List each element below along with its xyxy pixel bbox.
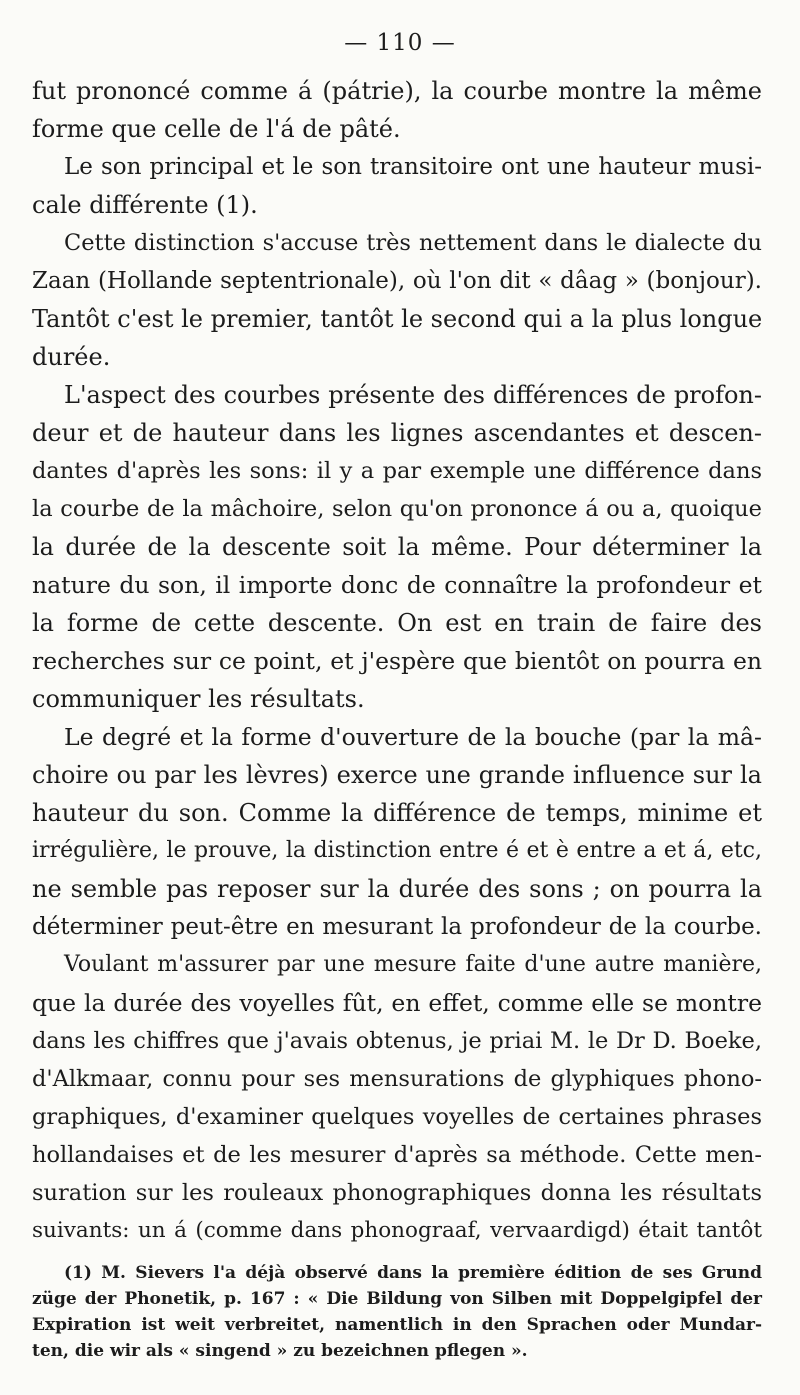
- text-line: que la durée des voyelles fût, en effet, comme elle se montre: [32, 989, 762, 1017]
- text-line: hollandaises et de les mesurer d'après sa méthode. Cette men-: [32, 1142, 762, 1168]
- text-line: L'aspect des courbes présente des différences de profon-: [64, 381, 762, 409]
- footnote-line: Expiration ist weit verbreitet, namentlich in den Sprachen oder Mundar-: [32, 1315, 762, 1335]
- text-line: recherches sur ce point, et j'espère que bientôt on pourra en: [32, 647, 762, 675]
- text-line: Zaan (Hollande septentrionale), où l'on dit « dâag » (bonjour).: [32, 268, 762, 294]
- text-line: graphiques, d'examiner quelques voyelles de certaines phrases: [32, 1104, 762, 1130]
- text-line: d'Alkmaar, connu pour ses mensurations de glyphiques phono-: [32, 1066, 762, 1092]
- text-line: durée.: [32, 343, 111, 371]
- text-line: cale différente (1).: [32, 191, 258, 219]
- text-line: suration sur les rouleaux phonographiques donna les résultats: [32, 1180, 762, 1206]
- text-line: Cette distinction s'accuse très nettement dans le dialecte du: [64, 230, 762, 256]
- text-line: Voulant m'assurer par une mesure faite d'une autre manière,: [64, 952, 762, 977]
- text-line: irrégulière, le prouve, la distinction entre é et è entre a et á, etc,: [32, 838, 762, 863]
- text-line: déterminer peut-être en mesurant la profondeur de la courbe.: [32, 914, 762, 940]
- text-line: dans les chiffres que j'avais obtenus, je priai M. le Dr D. Boeke,: [32, 1028, 762, 1054]
- text-line: forme que celle de l'á de pâté.: [32, 115, 401, 143]
- text-line: la forme de cette descente. On est en train de faire des: [32, 609, 762, 637]
- text-line: suivants: un á (comme dans phonograaf, vervaardigd) était tantôt: [32, 1218, 762, 1243]
- text-line: dantes d'après les sons: il y a par exemple une différence dans: [32, 458, 762, 484]
- text-line: Le degré et la forme d'ouverture de la bouche (par la mâ-: [64, 723, 762, 751]
- footnote-line: (1) M. Sievers l'a déjà observé dans la première édition de ses Grund: [64, 1263, 762, 1283]
- text-line: ne semble pas reposer sur la durée des sons ; on pourra la: [32, 875, 762, 903]
- text-line: la durée de la descente soit la même. Pour déterminer la: [32, 533, 762, 561]
- text-line: nature du son, il importe donc de connaître la profondeur et: [32, 571, 762, 599]
- text-line: choire ou par les lèvres) exerce une grande influence sur la: [32, 761, 762, 789]
- footnote-line: züge der Phonetik, p. 167 : « Die Bildung von Silben mit Doppelgipfel der: [32, 1289, 762, 1309]
- page-number: — 110 —: [344, 30, 456, 56]
- text-line: la courbe de la mâchoire, selon qu'on prononce á ou a, quoique: [32, 496, 762, 522]
- text-line: hauteur du son. Comme la différence de temps, minime et: [32, 799, 762, 827]
- text-line: deur et de hauteur dans les lignes ascendantes et descen-: [32, 419, 762, 447]
- text-line: fut prononcé comme á (pátrie), la courbe montre la même: [32, 77, 762, 105]
- text-line: Tantôt c'est le premier, tantôt le second qui a la plus longue: [32, 305, 763, 333]
- footnote-line: ten, die wir als « singend » zu bezeichnen pflegen ».: [32, 1341, 528, 1361]
- body-text: [32, 72, 762, 1252]
- text-line: communiquer les résultats.: [32, 685, 365, 713]
- footnote: [32, 1260, 762, 1368]
- text-line: Le son principal et le son transitoire ont une hauteur musi-: [64, 154, 762, 180]
